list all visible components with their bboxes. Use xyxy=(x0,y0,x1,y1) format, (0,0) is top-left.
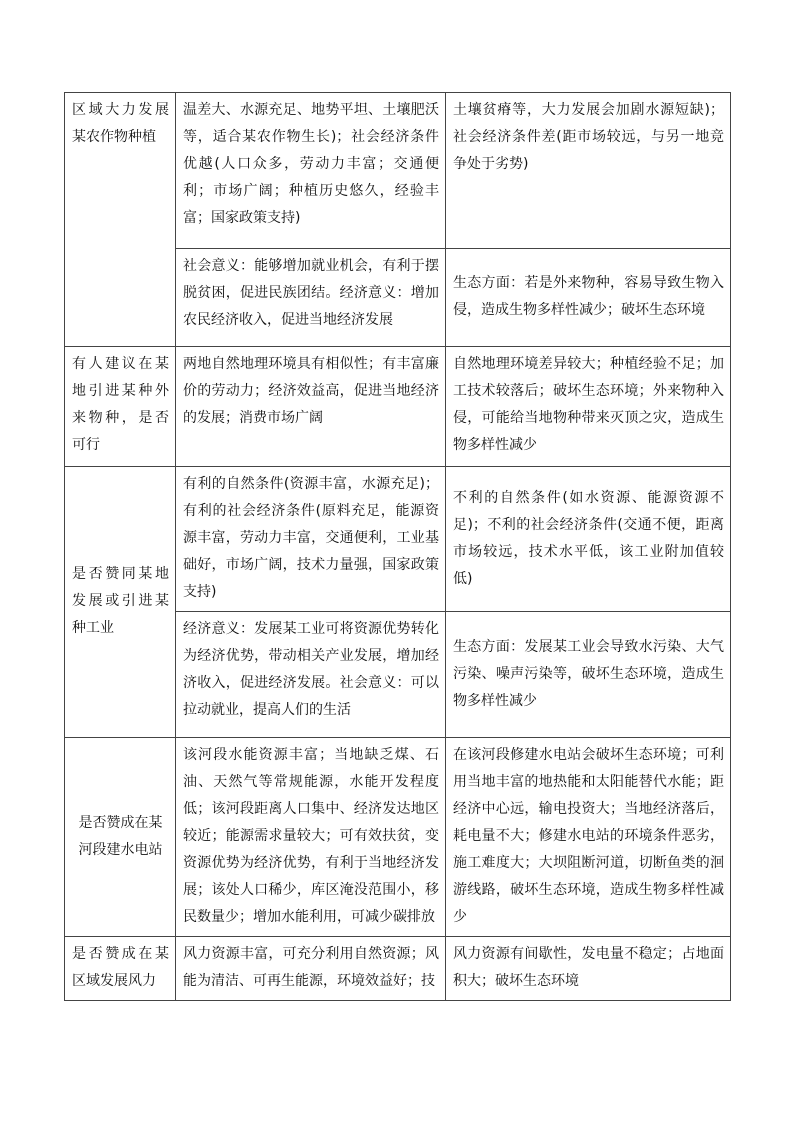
con-cell: 在该河段修建水电站会破坏生态环境；可利用当地丰富的地热能和太阳能替代水能；距经济中心远，输电投资大；当地经济落后，耗电量不大；修建水电站的环境条件恶劣，施工难度大；大坝阻断河道，切断鱼类的洄游线路，破坏生态环境，造成生物多样性减少 xyxy=(446,738,731,937)
table-row xyxy=(65,467,731,612)
table-row xyxy=(65,347,731,467)
con-cell: 土壤贫瘠等，大力发展会加剧水源短缺)；社会经济条件差(距市场较远，与另一地竞争处于劣势) xyxy=(446,93,731,249)
topic-cell: 区域大力发展某农作物种植 xyxy=(65,93,176,347)
pro-cell: 两地自然地理环境具有相似性；有丰富廉价的劳动力；经济效益高，促进当地经济的发展；消费市场广阔 xyxy=(176,347,446,467)
con-cell: 自然地理环境差异较大；种植经验不足；加工技术较落后；破坏生态环境；外来物种入侵，可能给当地物种带来灭顶之灾，造成生物多样性减少 xyxy=(446,347,731,467)
table-row xyxy=(65,93,731,249)
topic-cell: 是否赞同某地发展或引进某种工业 xyxy=(65,467,176,738)
con-cell: 风力资源有间歇性，发电量不稳定；占地面积大；破坏生态环境 xyxy=(446,937,731,1001)
pro-cell: 有利的自然条件(资源丰富，水源充足)；有利的社会经济条件(原料充足，能源资源丰富，劳动力丰富，交通便利，工业基础好，市场广阔，技术力量强，国家政策支持) xyxy=(176,467,446,612)
table-row xyxy=(65,937,731,1001)
pro-cell: 社会意义：能够增加就业机会，有利于摆脱贫困，促进民族团结。经济意义：增加农民经济收入，促进当地经济发展 xyxy=(176,249,446,347)
pro-cell: 风力资源丰富，可充分利用自然资源；风能为清洁、可再生能源，环境效益好；技 xyxy=(176,937,446,1001)
con-cell: 生态方面：若是外来物种，容易导致生物入侵，造成生物多样性减少；破坏生态环境 xyxy=(446,249,731,347)
pro-cell: 经济意义：发展某工业可将资源优势转化为经济优势，带动相关产业发展，增加经济收入，促进经济发展。社会意义：可以拉动就业，提高人们的生活 xyxy=(176,612,446,738)
topic-cell: 是否赞成在某区域发展风力 xyxy=(65,937,176,1001)
comparison-table xyxy=(64,92,731,1001)
table-row xyxy=(65,738,731,937)
topic-cell: 有人建议在某地引进某种外来物种，是否可行 xyxy=(65,347,176,467)
topic-cell: 是否赞成在某河段建水电站 xyxy=(65,738,176,937)
pro-cell: 该河段水能资源丰富；当地缺乏煤、石油、天然气等常规能源，水能开发程度低；该河段距离人口集中、经济发达地区较近；能源需求量较大；可有效扶贫，变资源优势为经济优势，有利于当地经济发展；该处人口稀少，库区淹没范围小，移民数量少；增加水能利用，可减少碳排放 xyxy=(176,738,446,937)
pro-cell: 温差大、水源充足、地势平坦、土壤肥沃等，适合某农作物生长)；社会经济条件优越(人口众多，劳动力丰富；交通便利；市场广阔；种植历史悠久，经验丰富；国家政策支持) xyxy=(176,93,446,249)
con-cell: 不利的自然条件(如水资源、能源资源不足)；不利的社会经济条件(交通不便，距离市场较远，技术水平低，该工业附加值较低) xyxy=(446,467,731,612)
con-cell: 生态方面：发展某工业会导致水污染、大气污染、噪声污染等，破坏生态环境，造成生物多样性减少 xyxy=(446,612,731,738)
